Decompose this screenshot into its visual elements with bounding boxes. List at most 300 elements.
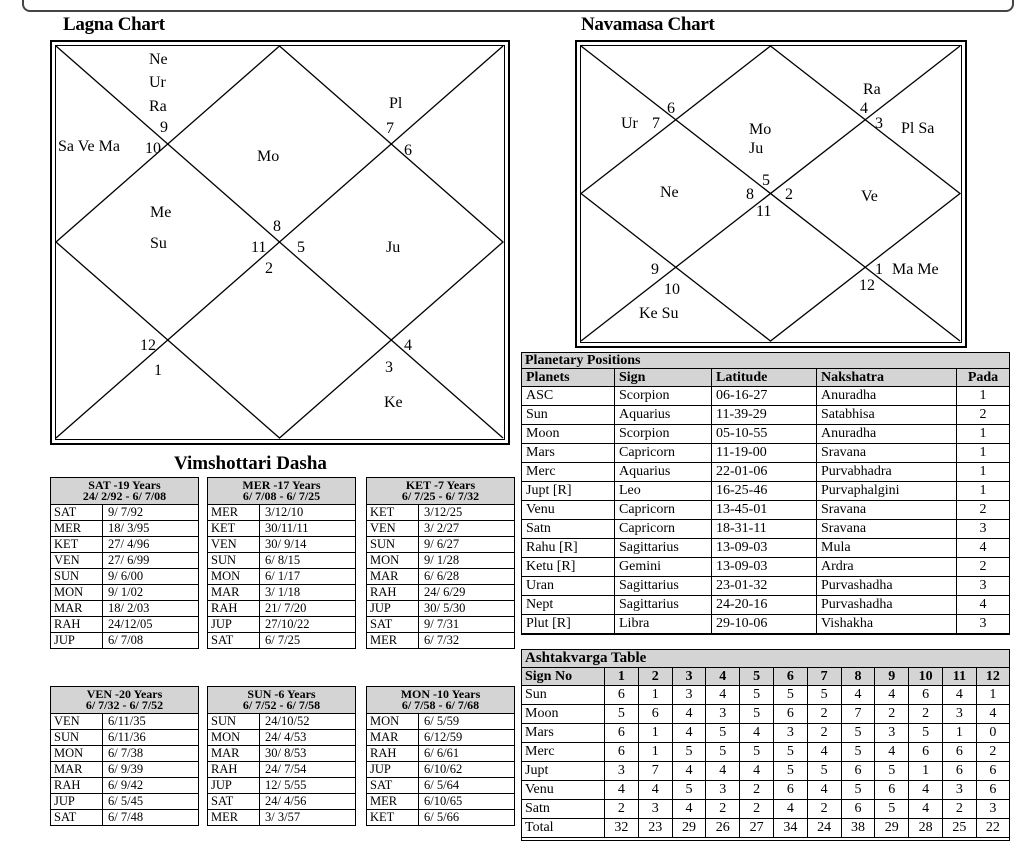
planetary-cell: Sravana [817, 501, 957, 520]
dasha-planet: MON [367, 553, 419, 569]
dasha-row [208, 505, 355, 521]
dasha-planet: KET [51, 537, 103, 553]
dasha-row [51, 810, 198, 826]
ashtak-cell: 5 [740, 686, 774, 705]
ashtak-cell: 29 [875, 819, 909, 838]
dasha-box-header [367, 478, 514, 505]
navamsa-house-12: 12 [859, 277, 875, 294]
lagna-house-10: 10 [145, 140, 161, 157]
dasha-row [51, 537, 198, 553]
dasha-box-header [367, 687, 514, 714]
lagna-chart-title: Lagna Chart [63, 14, 165, 35]
ashtak-cell: 6 [976, 781, 1009, 800]
dasha-row [208, 617, 355, 633]
lagna-house-5: 5 [297, 239, 305, 256]
table-row [522, 444, 1009, 463]
planetary-cell: Satabhisa [817, 406, 957, 425]
planetary-cell: 18-31-11 [712, 520, 817, 539]
dasha-planet: SAT [367, 778, 419, 794]
planetary-cell: Capricorn [615, 444, 712, 463]
ashtak-cell: 5 [909, 724, 943, 743]
navamsa-house-11: 11 [756, 203, 772, 220]
ashtak-cell: 34 [773, 819, 807, 838]
ashtak-cell: 6 [605, 686, 639, 705]
dasha-period-title: MER -17 Years [242, 478, 321, 492]
planetary-cell: 06-16-27 [712, 387, 817, 406]
ashtak-cell: 3 [875, 724, 909, 743]
lagna-planet-mo: Mo [257, 148, 280, 165]
ashtak-cell: 4 [638, 781, 672, 800]
dasha-date: 6/ 9/42 [103, 778, 199, 794]
ashtak-cell: 4 [976, 705, 1009, 724]
table-row [522, 520, 1009, 539]
dasha-row [51, 633, 198, 649]
lagna-house-12: 12 [140, 337, 156, 354]
dasha-box [366, 477, 515, 649]
ashtak-cell: 6 [841, 800, 875, 819]
ashtak-cell: 6 [773, 705, 807, 724]
dasha-date: 9/ 7/31 [419, 617, 515, 633]
table-row [522, 800, 1009, 819]
lagna-planets-sa-ve-ma: Sa Ve Ma [58, 138, 120, 155]
dasha-planet: KET [208, 521, 260, 537]
dasha-date: 9/ 1/02 [103, 585, 199, 601]
lagna-house-8: 8 [273, 218, 281, 235]
dasha-box [207, 686, 356, 826]
ashtak-cell: 3 [942, 705, 976, 724]
dasha-period-title: SAT -19 Years [88, 478, 161, 492]
dasha-box [207, 477, 356, 649]
dasha-date: 6/ 7/08 [108, 633, 144, 647]
dasha-date: 24/ 7/54 [260, 762, 356, 778]
ashtak-cell: 1 [638, 724, 672, 743]
planetary-cell: 11-19-00 [712, 444, 817, 463]
planetary-cell: Purvaphalgini [817, 482, 957, 501]
lagna-planet-pl: Pl [389, 95, 403, 112]
dasha-row [367, 617, 514, 633]
dasha-row [208, 521, 355, 537]
lagna-house-4: 4 [404, 337, 412, 354]
navamsa-house-7: 7 [652, 115, 660, 132]
ashtak-cell: 1 [638, 686, 672, 705]
ashtak-cell: 23 [638, 819, 672, 838]
dasha-planet: VEN [367, 521, 419, 537]
dasha-planet: MAR [208, 746, 260, 762]
dasha-planet: RAH [51, 617, 103, 633]
dasha-row [367, 714, 514, 730]
dasha-planet: MAR [51, 762, 103, 778]
planetary-cell: Aquarius [615, 406, 712, 425]
dasha-row [51, 569, 198, 585]
dasha-date: 24/ 4/56 [260, 794, 356, 810]
planetary-cell: Capricorn [615, 520, 712, 539]
navamsa-planets-pl-sa: Pl Sa [901, 120, 935, 137]
planetary-cell: 3 [957, 520, 1010, 539]
dasha-date: 6/ 5/45 [103, 794, 199, 810]
ashtak-cell: 4 [672, 724, 706, 743]
planetary-header-cell: Sign [615, 369, 712, 387]
ashtak-cell: 3 [706, 781, 740, 800]
dasha-planet: MON [208, 569, 260, 585]
planetary-cell: Sun [522, 406, 615, 425]
planetary-cell: 1 [957, 444, 1010, 463]
ashtak-cell: 2 [605, 800, 639, 819]
navamsa-planet-ur: Ur [621, 115, 638, 132]
dasha-planet: JUP [367, 762, 419, 778]
dasha-row [367, 569, 514, 585]
planetary-cell: Purvashadha [817, 596, 957, 615]
dasha-box-header [51, 478, 198, 505]
dasha-period-range: 6/ 7/32 - 6/ 7/52 [85, 698, 164, 712]
dasha-date: 6/11/36 [103, 730, 199, 746]
lagna-planet-ke: Ke [384, 394, 403, 411]
dasha-planet: JUP [51, 633, 103, 649]
dasha-date: 6/ 7/25 [265, 633, 301, 647]
ashtak-cell: 2 [909, 705, 943, 724]
dasha-row [367, 762, 514, 778]
ashtak-cell: 6 [909, 743, 943, 762]
ashtak-header-cell: 7 [807, 668, 841, 686]
dasha-row [208, 601, 355, 617]
navamsa-house-9: 9 [651, 261, 659, 278]
ashtak-cell: 0 [976, 724, 1009, 743]
dasha-row [367, 553, 514, 569]
dasha-period-range: 6/ 7/58 - 6/ 7/68 [401, 698, 480, 712]
ashtak-cell: 5 [672, 743, 706, 762]
dasha-row [208, 778, 355, 794]
ashtak-cell: 4 [706, 686, 740, 705]
dasha-planet: SUN [208, 553, 260, 569]
dasha-period-title: VEN -20 Years [86, 687, 163, 701]
dasha-date: 21/ 7/20 [260, 601, 356, 617]
ashtak-cell: 5 [841, 743, 875, 762]
dasha-planet: MON [367, 714, 419, 730]
dasha-date: 6/ 6/61 [419, 746, 515, 762]
dasha-date: 12/ 5/55 [260, 778, 356, 794]
dasha-planet: MAR [367, 569, 419, 585]
planetary-cell: Moon [522, 425, 615, 444]
dasha-box-header [208, 687, 355, 714]
ashtak-cell: 3 [773, 724, 807, 743]
ashtak-cell: 3 [976, 800, 1009, 819]
table-row [522, 387, 1009, 406]
ashtak-cell: 2 [807, 800, 841, 819]
ashtak-header-cell: Sign No [522, 668, 605, 686]
dasha-row [367, 778, 514, 794]
dasha-row [51, 794, 198, 810]
dasha-planet: SAT [51, 505, 103, 521]
ashtak-cell: 4 [740, 762, 774, 781]
ashtak-cell: Venu [522, 781, 605, 800]
ashtak-cell: 4 [909, 800, 943, 819]
ashtak-cell: 27 [740, 819, 774, 838]
lagna-house-7: 7 [386, 120, 394, 137]
ashtak-cell: 1 [638, 743, 672, 762]
table-row [522, 558, 1009, 577]
ashtak-header-cell: 12 [976, 668, 1009, 686]
dasha-row [208, 553, 355, 569]
ashtak-cell: 4 [875, 686, 909, 705]
planetary-cell: 1 [957, 463, 1010, 482]
table-row [522, 686, 1009, 705]
dasha-period-title: KET -7 Years [405, 478, 476, 492]
planetary-cell: Capricorn [615, 501, 712, 520]
planetary-cell: Libra [615, 615, 712, 634]
table-row [522, 482, 1009, 501]
planetary-cell: Rahu [R] [522, 539, 615, 558]
dasha-planet: MER [367, 633, 419, 649]
dasha-box [50, 477, 199, 649]
ashtak-cell: 5 [773, 686, 807, 705]
lagna-planet-ne: Ne [149, 51, 168, 68]
dasha-box [366, 686, 515, 826]
planetary-cell: 1 [957, 425, 1010, 444]
ashtak-cell: 6 [909, 686, 943, 705]
planetary-cell: 4 [957, 596, 1010, 615]
dasha-date: 6/ 7/32 [424, 633, 460, 647]
lagna-house-9: 9 [160, 119, 168, 136]
dasha-planet: MON [51, 746, 103, 762]
ashtak-header-cell: 8 [841, 668, 875, 686]
lagna-planet-su: Su [150, 235, 167, 252]
ashtak-cell: 5 [841, 724, 875, 743]
dasha-date: 30/11/11 [260, 521, 356, 537]
ashtak-cell: 5 [740, 743, 774, 762]
dasha-row [208, 714, 355, 730]
dasha-row [51, 553, 198, 569]
dasha-date: 9/ 6/00 [103, 569, 199, 585]
planetary-cell: Sravana [817, 444, 957, 463]
dasha-planet: JUP [51, 794, 103, 810]
dasha-row [51, 601, 198, 617]
dasha-title: Vimshottari Dasha [174, 453, 327, 474]
dasha-period-range: 6/ 7/08 - 6/ 7/25 [242, 489, 321, 503]
dasha-row [208, 762, 355, 778]
ashtak-cell: Merc [522, 743, 605, 762]
dasha-planet: SUN [51, 730, 103, 746]
ashtak-header-cell: 1 [605, 668, 639, 686]
ashtak-cell: 6 [605, 724, 639, 743]
dasha-row [208, 585, 355, 601]
ashtak-cell: 6 [976, 762, 1009, 781]
ashtak-cell: 5 [672, 781, 706, 800]
navamsa-chart-lines [581, 46, 960, 341]
planetary-cell: 16-25-46 [712, 482, 817, 501]
planetary-cell: Satn [522, 520, 615, 539]
table-row [522, 724, 1009, 743]
lagna-planet-ju: Ju [386, 239, 401, 256]
dasha-row [51, 714, 198, 730]
planetary-cell: Sagittarius [615, 577, 712, 596]
dasha-period-title: MON -10 Years [400, 687, 481, 701]
planetary-cell: 05-10-55 [712, 425, 817, 444]
ashtak-cell: 29 [672, 819, 706, 838]
ashtak-header-cell: 9 [875, 668, 909, 686]
dasha-date: 18/ 3/95 [103, 521, 199, 537]
navamsa-house-4: 4 [860, 100, 868, 117]
dasha-row [208, 569, 355, 585]
navamsa-planet-mo: Mo [749, 121, 772, 138]
ashtak-cell: 4 [807, 743, 841, 762]
dasha-planet: MER [367, 794, 419, 810]
ashtak-cell: 4 [672, 800, 706, 819]
ashtak-header-cell: 3 [672, 668, 706, 686]
ashtak-cell: 4 [672, 762, 706, 781]
ashtak-cell: 5 [605, 705, 639, 724]
ashtak-cell: Satn [522, 800, 605, 819]
ashtak-cell: 5 [807, 686, 841, 705]
planetary-cell: Sagittarius [615, 539, 712, 558]
dasha-date: 3/12/10 [260, 505, 356, 521]
planetary-cell: 3 [957, 577, 1010, 596]
dasha-planet: MON [51, 585, 103, 601]
dasha-row [51, 778, 198, 794]
ashtak-cell: 2 [875, 705, 909, 724]
ashtak-header-cell: 5 [740, 668, 774, 686]
dasha-planet: MER [208, 505, 260, 521]
dasha-planet: SUN [51, 569, 103, 585]
table-row [522, 705, 1009, 724]
lagna-planet-me: Me [150, 204, 172, 221]
ashtak-cell: 6 [773, 781, 807, 800]
planetary-cell: 11-39-29 [712, 406, 817, 425]
ashtak-cell: Sun [522, 686, 605, 705]
dasha-date: 3/ 2/27 [419, 521, 515, 537]
navamsa-house-2: 2 [785, 186, 793, 203]
lagna-chart [50, 40, 510, 445]
ashtak-cell: 2 [807, 724, 841, 743]
dasha-row [51, 762, 198, 778]
lagna-house-1: 1 [154, 362, 162, 379]
dasha-date: 6/ 9/39 [103, 762, 199, 778]
ashtak-cell: 6 [875, 781, 909, 800]
ashtakvarga-table [521, 649, 1010, 841]
dasha-row [367, 746, 514, 762]
planetary-cell: Aquarius [615, 463, 712, 482]
planetary-cell: 24-20-16 [712, 596, 817, 615]
dasha-planet: SAT [51, 810, 103, 826]
dasha-date: 6/ 5/64 [419, 778, 515, 794]
dasha-date: 24/ 6/29 [419, 585, 515, 601]
planetary-cell: 13-09-03 [712, 558, 817, 577]
ashtak-cell: 24 [807, 819, 841, 838]
dasha-date: 30/ 5/30 [419, 601, 515, 617]
dasha-row [367, 633, 514, 649]
dasha-date: 9/ 6/27 [419, 537, 515, 553]
dasha-row [367, 505, 514, 521]
planetary-cell: Purvashadha [817, 577, 957, 596]
table-row [522, 762, 1009, 781]
table-row [522, 743, 1009, 762]
planetary-header-cell: Latitude [712, 369, 817, 387]
planetary-cell: Gemini [615, 558, 712, 577]
planetary-header-cell: Nakshatra [817, 369, 957, 387]
dasha-box-header [51, 687, 198, 714]
planetary-cell: 2 [957, 558, 1010, 577]
planetary-cell: 2 [957, 406, 1010, 425]
dasha-row [208, 730, 355, 746]
planetary-cell: Leo [615, 482, 712, 501]
dasha-date: 6/12/59 [419, 730, 515, 746]
planetary-header-cell: Planets [522, 369, 615, 387]
dasha-date: 6/ 1/17 [260, 569, 356, 585]
dasha-row [367, 521, 514, 537]
dasha-row [367, 537, 514, 553]
ashtak-cell: 2 [976, 743, 1009, 762]
dasha-date: 6/ 6/28 [419, 569, 515, 585]
dasha-planet: SUN [208, 714, 260, 730]
planetary-positions-table [521, 352, 1010, 635]
planetary-cell: 23-01-32 [712, 577, 817, 596]
ashtak-cell: 5 [740, 705, 774, 724]
ashtak-cell: 22 [976, 819, 1009, 838]
dasha-box [50, 686, 199, 826]
dasha-date: 9/ 1/28 [419, 553, 515, 569]
ashtak-cell: Jupt [522, 762, 605, 781]
dasha-row [367, 810, 514, 826]
lagna-house-2: 2 [265, 260, 273, 277]
ashtak-cell: 28 [909, 819, 943, 838]
lagna-planet-ra: Ra [149, 98, 167, 115]
planetary-cell: Sagittarius [615, 596, 712, 615]
planetary-cell: Merc [522, 463, 615, 482]
ashtak-cell: Mars [522, 724, 605, 743]
dasha-planet: MON [208, 730, 260, 746]
ashtak-cell: 5 [773, 743, 807, 762]
ashtak-cell: 5 [706, 724, 740, 743]
table-row [522, 596, 1009, 615]
navamsa-planets-ma-me: Ma Me [892, 261, 939, 278]
navamsa-planet-ra: Ra [863, 81, 881, 98]
navamsa-house-8: 8 [746, 186, 754, 203]
planetary-cell: 29-10-06 [712, 615, 817, 634]
dasha-planet: VEN [51, 714, 103, 730]
ashtak-header-cell: 10 [909, 668, 943, 686]
ashtak-cell: 26 [706, 819, 740, 838]
dasha-row [367, 601, 514, 617]
dasha-date: 24/12/05 [103, 617, 199, 633]
dasha-date: 6/ 7/48 [108, 810, 144, 824]
dasha-planet: MER [208, 810, 260, 826]
dasha-planet: KET [367, 505, 419, 521]
dasha-planet: MAR [367, 730, 419, 746]
ashtak-cell: 6 [841, 762, 875, 781]
dasha-date: 6/ 5/66 [424, 810, 460, 824]
table-row [522, 463, 1009, 482]
planetary-cell: Sravana [817, 520, 957, 539]
planetary-cell: Jupt [R] [522, 482, 615, 501]
ashtak-cell: 4 [773, 800, 807, 819]
dasha-date: 6/10/62 [419, 762, 515, 778]
planetary-cell: Mars [522, 444, 615, 463]
dasha-date: 30/ 9/14 [260, 537, 356, 553]
planetary-cell: 2 [957, 501, 1010, 520]
planetary-cell: Nept [522, 596, 615, 615]
top-frame [22, 0, 1014, 12]
dasha-planet: MER [51, 521, 103, 537]
dasha-period-range: 6/ 7/52 - 6/ 7/58 [242, 698, 321, 712]
planetary-header-cell: Pada [957, 369, 1010, 387]
dasha-row [208, 810, 355, 826]
dasha-planet: JUP [208, 617, 260, 633]
dasha-date: 6/ 5/59 [419, 714, 515, 730]
dasha-planet: RAH [51, 778, 103, 794]
ashtak-cell: 25 [942, 819, 976, 838]
navamsa-planet-ve: Ve [861, 188, 878, 205]
ashtak-cell: 6 [605, 743, 639, 762]
ashtak-cell: 3 [638, 800, 672, 819]
planetary-cell: Plut [R] [522, 615, 615, 634]
